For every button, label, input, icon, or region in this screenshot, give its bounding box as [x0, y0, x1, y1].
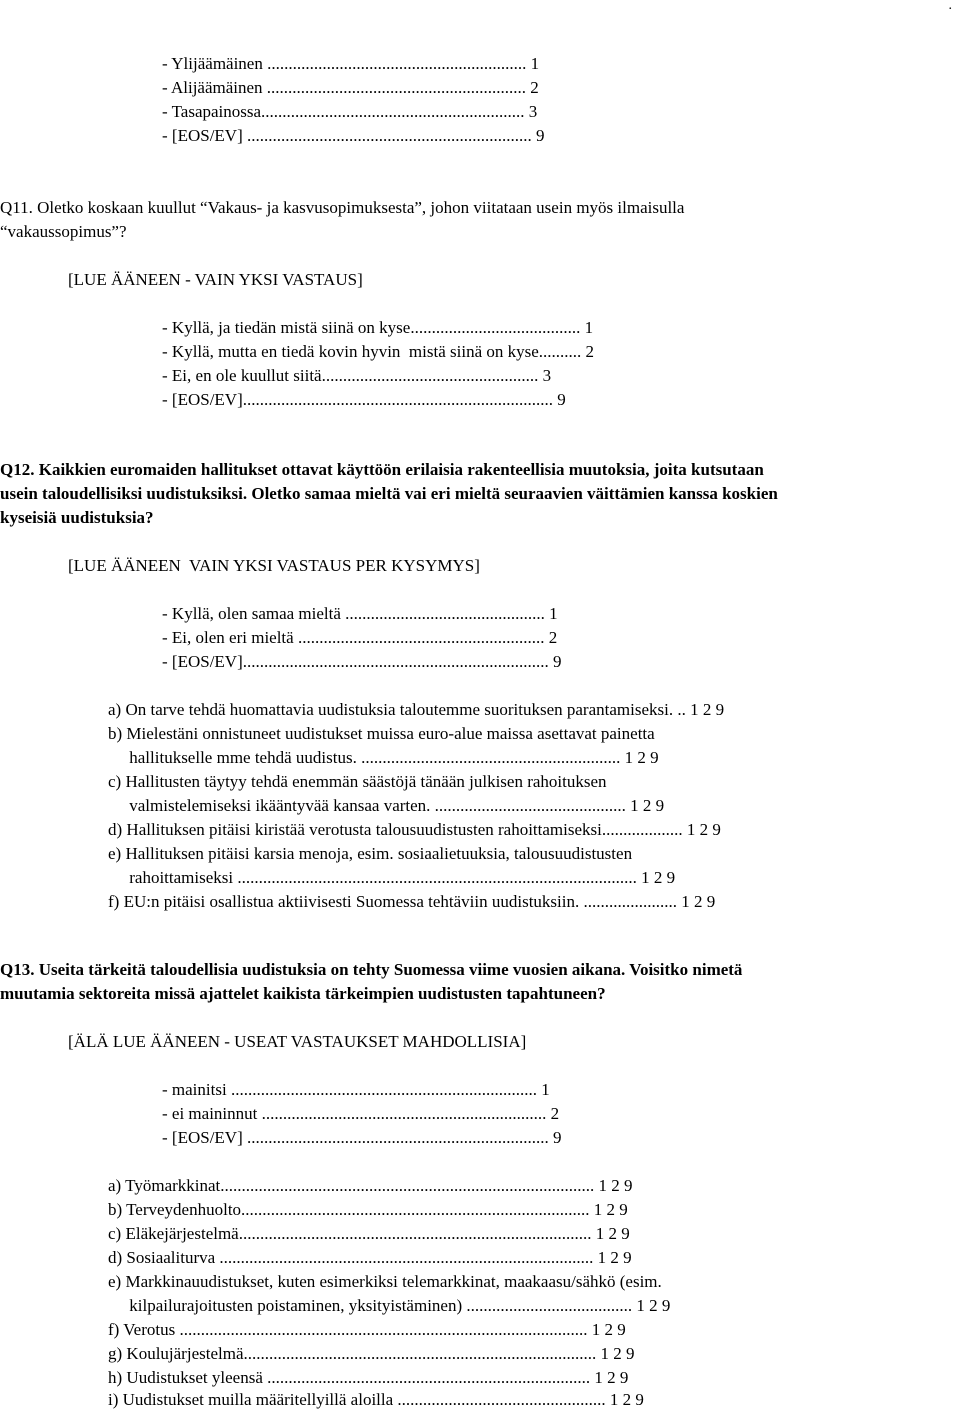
q12-item-e-cont: rahoittamiseksi .............................................................................................. 1 2 9 [108, 868, 676, 887]
q13-question-line-1: Q13. Useita tärkeitä taloudellisia uudistuksia on tehty Suomessa viime vuosien aikana. Voisitko nimetä [0, 960, 743, 979]
q13-item-d: d) Sosiaaliturva ........................................................................................ 1 2 9 [108, 1248, 632, 1267]
q12-item-e: e) Hallituksen pitäisi karsia menoja, esim. sosiaalietuuksia, talousuudistusten [108, 844, 633, 863]
q13-instruction: [ÄLÄ LUE ÄÄNEEN - USEAT VASTAUKSET MAHDOLLISIA] [68, 1032, 527, 1051]
q12-instruction: [LUE ÄÄNEEN VAIN YKSI VASTAUS PER KYSYMYS] [68, 556, 480, 575]
q11-option-9: - [EOS/EV]......................................................................... 9 [162, 390, 566, 409]
q11-instruction: [LUE ÄÄNEEN - VAIN YKSI VASTAUS] [68, 270, 363, 289]
q10-option-9: - [EOS/EV] ................................................................... 9 [162, 126, 545, 145]
q12-item-c-cont: valmistelemiseksi ikääntyvää kansaa varten. ............................................. 1 2 9 [108, 796, 665, 815]
q13-item-b: b) Terveydenhuolto.................................................................................. 1 2 9 [108, 1200, 628, 1219]
q11-question-line-1: Q11. Oletko koskaan kuullut “Vakaus- ja kasvusopimuksesta”, johon viitataan usein myös ilmaisulla [0, 198, 685, 217]
q13-item-h: h) Uudistukset yleensä ............................................................................ 1 2 9 [108, 1368, 629, 1387]
q13-scale-1: - mainitsi ........................................................................ 1 [162, 1080, 550, 1099]
q12-item-b: b) Mielestäni onnistuneet uudistukset muissa euro-alue maissa asettavat painetta [108, 724, 655, 743]
q11-option-3: - Ei, en ole kuullut siitä................................................... 3 [162, 366, 552, 385]
q12-question-line-1: Q12. Kaikkien euromaiden hallitukset ottavat käyttöön erilaisia rakenteellisia muutoksia, joita kutsutaan [0, 460, 764, 479]
q10-option-2: - Alijäämäinen ............................................................. 2 [162, 78, 539, 97]
q11-option-2: - Kyllä, mutta en tiedä kovin hyvin mistä siinä on kyse.......... 2 [162, 342, 595, 361]
q13-item-a: a) Työmarkkinat........................................................................................ 1 2 9 [108, 1176, 633, 1195]
q12-item-b-cont: hallitukselle mme tehdä uudistus. ............................................................. 1 2 9 [108, 748, 659, 767]
q13-scale-2: - ei maininnut ................................................................... 2 [162, 1104, 560, 1123]
q12-question-line-3: kyseisiä uudistuksia? [0, 508, 154, 527]
q13-item-c: c) Eläkejärjestelmä................................................................................... 1 2 9 [108, 1224, 630, 1243]
q12-scale-1: - Kyllä, olen samaa mieltä ............................................... 1 [162, 604, 558, 623]
q13-question-line-2: muutamia sektoreita missä ajattelet kaikista tärkeimpien uudistusten tapahtuneen? [0, 984, 606, 1003]
corner-mark: . [948, 0, 952, 13]
q10-option-1: - Ylijäämäinen ............................................................. 1 [162, 54, 540, 73]
q12-item-a: a) On tarve tehdä huomattavia uudistuksia taloutemme suorituksen parantamiseksi. .. 1 2 9 [108, 700, 725, 719]
q13-scale-9: - [EOS/EV] ....................................................................... 9 [162, 1128, 562, 1147]
q13-item-e-cont: kilpailurajoitusten poistaminen, yksityistäminen) ....................................... 1 2 9 [108, 1296, 671, 1315]
q12-question-line-2: usein taloudellisiksi uudistuksiksi. Oletko samaa mieltä vai eri mieltä seuraavien väittämien kanssa koskien [0, 484, 778, 503]
q12-item-c: c) Hallitusten täytyy tehdä enemmän säästöjä tänään julkisen rahoituksen [108, 772, 607, 791]
q12-item-f: f) EU:n pitäisi osallistua aktiivisesti Suomessa tehtäviin uudistuksiin. ...................... 1 2 9 [108, 892, 716, 911]
q10-option-3: - Tasapainossa.............................................................. 3 [162, 102, 538, 121]
q13-item-g: g) Koulujärjestelmä................................................................................... 1 2 9 [108, 1344, 635, 1363]
q11-question-line-2: “vakaussopimus”? [0, 222, 127, 241]
q12-item-d: d) Hallituksen pitäisi kiristää verotusta talousuudistusten rahoittamiseksi................... 1 2 9 [108, 820, 721, 839]
q13-item-e: e) Markkinauudistukset, kuten esimerkiksi telemarkkinat, maakaasu/sähkö (esim. [108, 1272, 662, 1291]
q13-item-f: f) Verotus ................................................................................................ 1 2 9 [108, 1320, 626, 1339]
q12-scale-2: - Ei, olen eri mieltä .......................................................... 2 [162, 628, 558, 647]
q13-item-i: i) Uudistukset muilla määritellyillä aloilla ................................................. 1 2 9 [108, 1390, 644, 1409]
q11-option-1: - Kyllä, ja tiedän mistä siinä on kyse........................................ 1 [162, 318, 594, 337]
q12-scale-9: - [EOS/EV]........................................................................ 9 [162, 652, 562, 671]
